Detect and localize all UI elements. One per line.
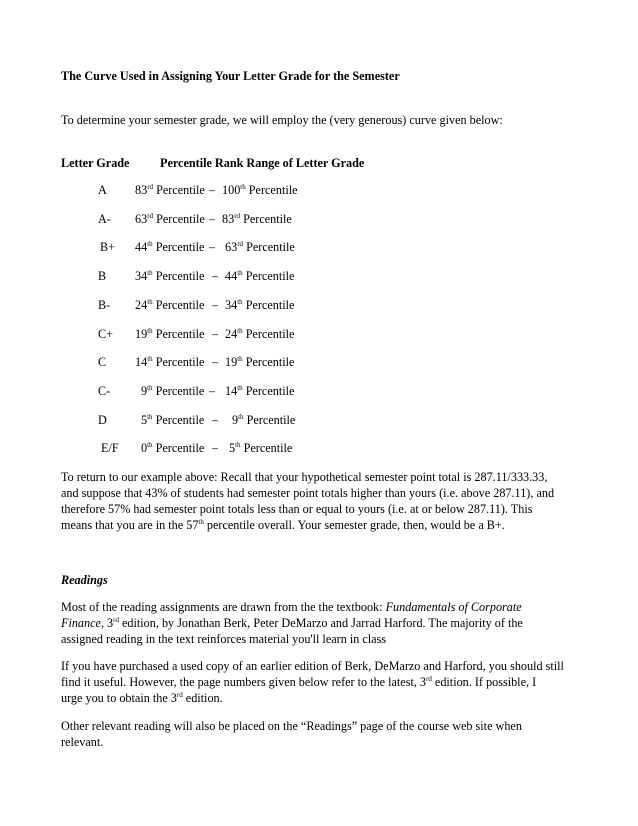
range-start <box>141 440 204 456</box>
range-end <box>222 182 298 198</box>
percentile-word: Percentile <box>245 297 295 312</box>
range-start <box>135 239 204 255</box>
percentile-word: Percentile <box>248 183 298 197</box>
percentile-word: Percentile <box>155 441 205 456</box>
readings-text: find it useful. However, the page numbers given below refer to the latest, 3 <box>61 675 427 689</box>
ordinal-suffix: th <box>240 183 246 191</box>
range-dash: – <box>209 211 216 226</box>
example-line: and suppose that 43% of students had semester point totals higher than yours (i.e. above 287.11), and <box>61 486 555 500</box>
percentile-word: Percentile <box>156 211 205 226</box>
percentile-number: 14 <box>225 383 238 398</box>
grade-row <box>0 182 638 198</box>
ordinal-suffix: th <box>235 441 241 450</box>
range-end <box>225 239 295 255</box>
ordinal-suffix: th <box>237 326 243 335</box>
range-dash: – <box>212 441 219 456</box>
grade-row <box>0 297 638 313</box>
grade-row <box>0 211 638 227</box>
percentile-number: 24 <box>135 297 148 312</box>
percentile-word: Percentile <box>245 383 295 398</box>
range-start <box>135 297 204 313</box>
range-end <box>222 211 292 227</box>
ordinal-suffix: rd <box>426 675 432 683</box>
readings-text: edition, by Jonathan Berk, Peter DeMarzo and Jarrad Harford. The majority of the <box>118 616 523 630</box>
grade-letter: B <box>98 269 107 284</box>
readings-text: edition. <box>182 691 223 705</box>
readings-text: urge you to obtain the 3 <box>61 691 177 705</box>
ordinal-suffix: th <box>147 269 153 278</box>
range-dash: – <box>212 269 219 284</box>
ordinal-suffix: th <box>237 383 243 392</box>
percentile-number: 83 <box>135 183 148 197</box>
readings-line <box>61 599 581 615</box>
range-start <box>135 354 204 370</box>
readings-text: edition. If possible, I <box>431 675 537 689</box>
percentile-number: 9 <box>232 412 239 427</box>
readings-heading: Readings <box>61 573 108 587</box>
grade-row <box>0 268 638 284</box>
range-start <box>135 326 204 342</box>
ordinal-suffix: th <box>237 355 243 364</box>
percentile-word: Percentile <box>155 412 205 427</box>
percentile-word: Percentile <box>156 183 205 197</box>
range-start <box>135 182 205 198</box>
grade-letter: A <box>98 183 107 197</box>
ordinal-suffix: rd <box>237 240 244 249</box>
percentile-word: Percentile <box>155 297 205 312</box>
percentile-word: Percentile <box>155 383 205 398</box>
readings-line: If you have purchased a used copy of an earlier edition of Berk, DeMarzo and Harford, you should still <box>61 659 564 673</box>
readings-line <box>61 690 581 706</box>
grade-letter: B- <box>98 297 111 312</box>
example-line: To return to our example above: Recall that your hypothetical semester point total is 287.11/333.33, <box>61 470 548 484</box>
readings-line: assigned reading in the text reinforces material you'll learn in class <box>61 632 387 646</box>
range-end <box>225 354 294 370</box>
range-end <box>225 297 294 313</box>
range-end <box>225 383 294 399</box>
percentile-word: Percentile <box>245 355 295 370</box>
grade-row <box>0 440 638 456</box>
ordinal-suffix: th <box>237 297 243 306</box>
page-title: The Curve Used in Assigning Your Letter Grade for the Semester <box>61 69 400 83</box>
grade-letter: C+ <box>98 326 114 341</box>
column-header-letter: Letter Grade <box>61 156 130 170</box>
readings-paragraph <box>61 658 581 706</box>
ordinal-suffix: th <box>238 412 244 421</box>
percentile-number: 14 <box>135 355 148 370</box>
range-dash: – <box>209 240 216 255</box>
percentile-number: 34 <box>225 297 238 312</box>
range-dash: – <box>209 383 216 398</box>
percentile-word: Percentile <box>243 441 293 456</box>
ordinal-suffix: rd <box>147 211 154 220</box>
grade-row <box>0 354 638 370</box>
grade-letter: E/F <box>101 441 119 456</box>
grade-letter: D <box>98 412 107 427</box>
ordinal-suffix: rd <box>234 211 241 220</box>
percentile-word: Percentile <box>155 269 205 284</box>
grade-letter: C <box>98 355 107 370</box>
range-start <box>135 268 204 284</box>
example-paragraph <box>61 469 581 533</box>
percentile-number: 83 <box>222 211 235 226</box>
ordinal-suffix: th <box>237 269 243 278</box>
percentile-number: 34 <box>135 269 148 284</box>
range-dash: – <box>212 297 219 312</box>
percentile-word: Percentile <box>246 412 296 427</box>
percentile-word: Percentile <box>245 326 295 341</box>
range-dash: – <box>212 326 219 341</box>
range-dash: – <box>212 412 219 427</box>
percentile-word: Percentile <box>155 355 205 370</box>
range-start <box>135 211 205 227</box>
percentile-number: 0 <box>141 441 148 456</box>
grade-row <box>0 412 638 428</box>
percentile-number: 19 <box>135 326 148 341</box>
example-text: percentile overall. Your semester grade, then, would be a B+. <box>203 518 505 532</box>
percentile-word: Percentile <box>155 326 205 341</box>
ordinal-suffix: th <box>147 326 153 335</box>
range-start <box>141 412 204 428</box>
readings-line <box>61 674 581 690</box>
range-dash: – <box>212 355 219 370</box>
percentile-number: 63 <box>225 240 238 255</box>
readings-paragraph <box>61 718 581 750</box>
readings-text: Most of the reading assignments are drawn from the the textbook: <box>61 600 386 614</box>
readings-line <box>61 615 581 631</box>
ordinal-suffix: th <box>147 383 153 392</box>
ordinal-suffix: rd <box>147 183 154 191</box>
percentile-number: 100 <box>222 183 241 197</box>
percentile-word: Percentile <box>243 211 292 226</box>
range-end <box>225 268 294 284</box>
ordinal-suffix: th <box>147 441 153 450</box>
percentile-number: 44 <box>225 269 238 284</box>
percentile-number: 19 <box>225 355 238 370</box>
grade-letter: A- <box>98 211 111 226</box>
column-header-range: Percentile Rank Range of Letter Grade <box>160 156 365 170</box>
example-text: means that you are in the 57 <box>61 518 199 532</box>
readings-line: Other relevant reading will also be placed on the “Readings” page of the course web site when <box>61 719 522 733</box>
grade-row <box>0 239 638 255</box>
ordinal-suffix: rd <box>176 691 183 699</box>
ordinal-suffix: th <box>147 412 153 421</box>
percentile-number: 24 <box>225 326 238 341</box>
readings-text: , 3 <box>100 616 114 630</box>
range-dash: – <box>209 183 216 197</box>
ordinal-suffix: th <box>147 240 153 249</box>
ordinal-suffix: th <box>198 518 204 526</box>
percentile-word: Percentile <box>246 240 295 255</box>
percentile-number: 63 <box>135 211 148 226</box>
ordinal-suffix: th <box>147 355 153 364</box>
grade-row <box>0 326 638 342</box>
percentile-number: 5 <box>229 441 236 456</box>
percentile-number: 5 <box>141 412 148 427</box>
range-start <box>141 383 204 399</box>
percentile-word: Percentile <box>155 240 205 255</box>
range-end <box>225 326 294 342</box>
ordinal-suffix: rd <box>113 616 119 624</box>
ordinal-suffix: th <box>147 297 153 306</box>
intro-text: To determine your semester grade, we will employ the (very generous) curve given below: <box>61 113 503 127</box>
book-title: Finance <box>61 616 101 630</box>
readings-paragraph <box>61 599 581 647</box>
book-title: Fundamentals of Corporate <box>385 600 522 614</box>
grade-row <box>0 383 638 399</box>
percentile-number: 9 <box>141 383 148 398</box>
readings-line: relevant. <box>61 735 104 749</box>
percentile-number: 44 <box>135 240 148 255</box>
percentile-word: Percentile <box>245 269 295 284</box>
example-line: therefore 57% had semester point totals less than or equal to yours (i.e. at or below 287.11). This <box>61 502 533 516</box>
grade-letter: B+ <box>100 240 116 255</box>
grade-letter: C- <box>98 383 111 398</box>
range-end <box>229 440 292 456</box>
example-line <box>61 517 581 533</box>
range-end <box>232 412 295 428</box>
